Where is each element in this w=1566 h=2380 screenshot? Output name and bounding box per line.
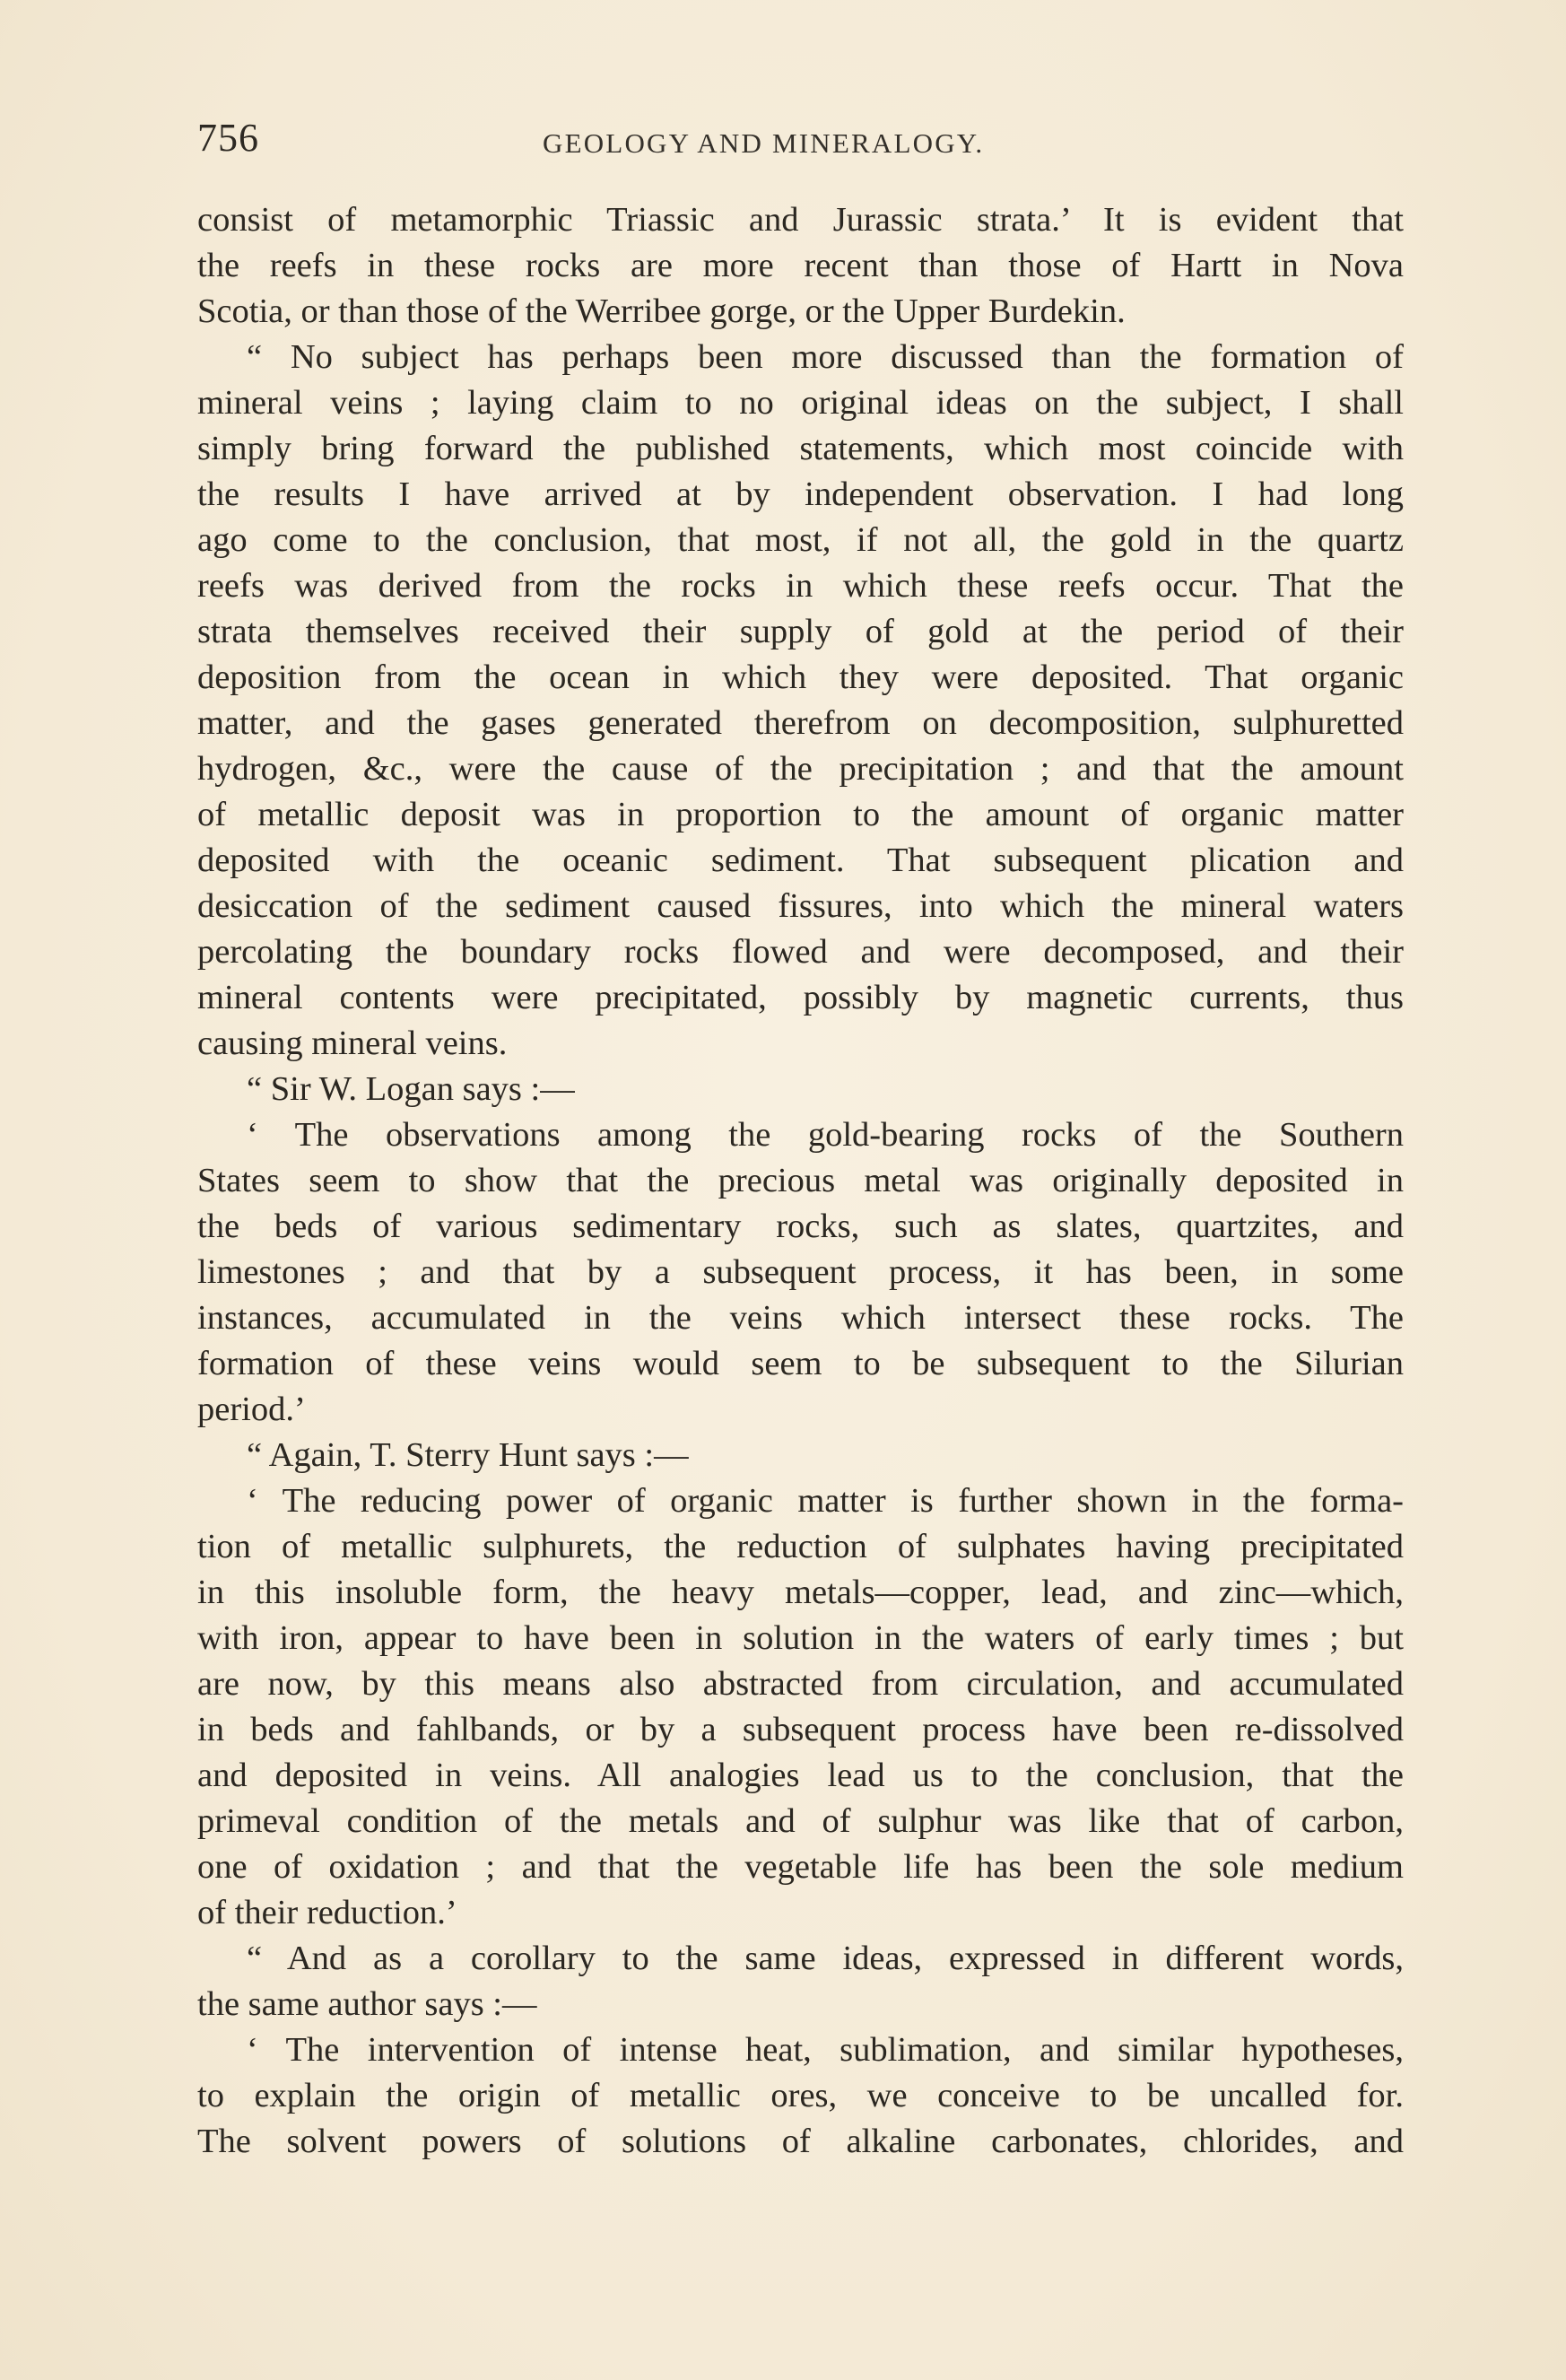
text-line: Scotia, or than those of the Werribee gorge, or the Upper Burdekin. [197, 292, 1126, 330]
text-line: ago come to the conclusion, that most, if not all, the gold in the quartz [197, 521, 1404, 559]
text-line: simply bring forward the published statements, which most coincide with [197, 430, 1404, 467]
text-line: primeval condition of the metals and of sulphur was like that of carbon, [197, 1802, 1404, 1840]
text-line: “ No subject has perhaps been more discussed than the formation of [247, 338, 1404, 376]
text-line: desiccation of the sediment caused fissures, into which the mineral waters [197, 887, 1404, 925]
text-line: the reefs in these rocks are more recent than those of Hartt in Nova [197, 247, 1404, 284]
page-number: 756 [197, 116, 259, 160]
text-line: “ Sir W. Logan says :— [247, 1070, 575, 1108]
text-line: the beds of various sedimentary rocks, such as slates, quartzites, and [197, 1207, 1404, 1245]
text-line: ‘ The observations among the gold-bearing rocks of the Southern [247, 1116, 1404, 1154]
text-line: period.’ [197, 1391, 306, 1428]
text-line: percolating the boundary rocks flowed and were decomposed, and their [197, 933, 1404, 971]
text-line: of their reduction.’ [197, 1894, 457, 1931]
text-line: tion of metallic sulphurets, the reduction of sulphates having precipitated [197, 1528, 1404, 1565]
text-line: “ And as a corollary to the same ideas, expressed in different words, [247, 1940, 1404, 1977]
text-line: reefs was derived from the rocks in which these reefs occur. That the [197, 567, 1404, 605]
text-line: ‘ The reducing power of organic matter is further shown in the forma- [247, 1482, 1404, 1520]
body-text [197, 197, 1404, 2165]
text-line: consist of metamorphic Triassic and Jurassic strata.’ It is evident that [197, 201, 1404, 239]
text-line: hydrogen, &c., were the cause of the precipitation ; and that the amount [197, 750, 1404, 788]
text-line: in beds and fahlbands, or by a subsequent process have been re-dissolved [197, 1711, 1404, 1748]
text-line: The solvent powers of solutions of alkaline carbonates, chlorides, and [197, 2123, 1404, 2160]
text-line: ‘ The intervention of intense heat, sublimation, and similar hypotheses, [247, 2031, 1404, 2069]
text-line: mineral contents were precipitated, possibly by magnetic currents, thus [197, 979, 1404, 1016]
text-line: and deposited in veins. All analogies lead us to the conclusion, that the [197, 1757, 1404, 1794]
text-line: causing mineral veins. [197, 1024, 508, 1062]
text-line: deposition from the ocean in which they were deposited. That organic [197, 658, 1404, 696]
text-line: with iron, appear to have been in solution in the waters of early times ; but [197, 1619, 1404, 1657]
text-line: mineral veins ; laying claim to no original ideas on the subject, I shall [197, 384, 1404, 422]
text-line: instances, accumulated in the veins which intersect these rocks. The [197, 1299, 1404, 1337]
text-line: matter, and the gases generated therefrom on decomposition, sulphuretted [197, 704, 1404, 742]
text-line: formation of these veins would seem to be subsequent to the Silurian [197, 1345, 1404, 1382]
text-line: “ Again, T. Sterry Hunt says :— [247, 1436, 689, 1474]
text-line: deposited with the oceanic sediment. That subsequent plication and [197, 841, 1404, 879]
text-line: to explain the origin of metallic ores, we conceive to be uncalled for. [197, 2077, 1404, 2114]
text-line: in this insoluble form, the heavy metals—copper, lead, and zinc—which, [197, 1574, 1404, 1611]
text-line: are now, by this means also abstracted from circulation, and accumulated [197, 1665, 1404, 1703]
text-line: States seem to show that the precious metal was originally deposited in [197, 1162, 1404, 1199]
text-line: the same author says :— [197, 1985, 537, 2023]
text-line: limestones ; and that by a subsequent process, it has been, in some [197, 1253, 1404, 1291]
text-line: the results I have arrived at by independent observation. I had long [197, 475, 1404, 513]
text-line: strata themselves received their supply of gold at the period of their [197, 613, 1404, 650]
text-line: of metallic deposit was in proportion to the amount of organic matter [197, 796, 1404, 833]
page-header [197, 115, 1399, 169]
text-line: one of oxidation ; and that the vegetable life has been the sole medium [197, 1848, 1404, 1886]
running-head: GEOLOGY AND MINERALOGY. [543, 127, 985, 159]
